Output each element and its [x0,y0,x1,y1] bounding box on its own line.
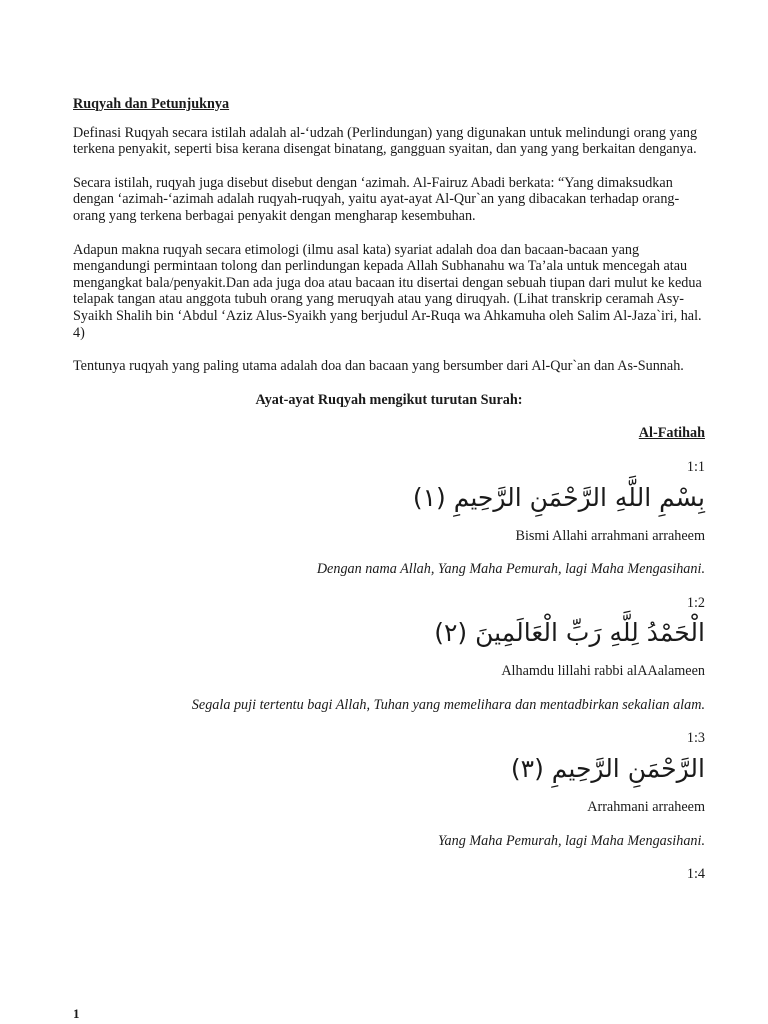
paragraph-definition: Definasi Ruqyah secara istilah adalah al-‘udzah (Perlindungan) yang digunakan untuk melindungi orang yang terkena penyakit, seperti bisa kerana disengat binatang, gangguan syaitan, dan yang yang berkaitan denganya. [73,124,698,158]
surah-name: Al-Fatihah [638,425,705,442]
next-verse-ref: 1:4 [686,866,705,883]
verse-arabic: الرَّحْمَنِ الرَّحِيمِ (٣) [510,754,705,784]
paragraph-azimah: Secara istilah, ruqyah juga disebut disebut dengan ‘azimah. Al-Fairuz Abadi berkata: “Yang dimaksudkan dengan ‘azimah-‘azimah adalah ruqyah-ruqyah, yaitu ayat-ayat Al-Qur`an yang dibacakan terhadap orang-orang yang terkena berbagai penyakit dengan mengharap kesembuhan. [73,174,680,224]
verse-transliteration: Arrahmani arraheem [587,799,705,816]
document-title: Ruqyah dan Petunjuknya [73,96,230,112]
verse-ref: 1:2 [686,594,705,611]
section-heading: Ayat-ayat Ruqyah mengikut turutan Surah: [255,391,523,408]
verse-translation: Yang Maha Pemurah, lagi Maha Mengasihani. [437,832,705,849]
verse-arabic: الْحَمْدُ لِلَّهِ رَبِّ الْعَالَمِينَ (٢) [434,618,705,648]
page-number: 1 [73,1006,80,1021]
verse-arabic: بِسْمِ اللَّهِ الرَّحْمَنِ الرَّحِيمِ (١) [412,482,705,512]
verse-translation: Dengan nama Allah, Yang Maha Pemurah, lagi Maha Mengasihani. [316,561,705,578]
verse-transliteration: Bismi Allahi arrahmani arraheem [515,527,705,544]
paragraph-conclusion: Tentunya ruqyah yang paling utama adalah doa dan bacaan yang bersumber dari Al-Qur`an dan As-Sunnah. [73,358,684,375]
document-page [73,96,705,883]
verse-transliteration: Alhamdu lillahi rabbi alAAalameen [501,663,705,680]
paragraph-etymology: Adapun makna ruqyah secara etimologi (ilmu asal kata) syariat adalah doa dan bacaan-bacaan yang mengandungi permintaan tolong dan perlindungan kepada Allah Subhanahu wa Ta’ala untuk mencegah atau mengangkat bala/penyakit.Dan ada juga doa atau bacaan itu disertai dengan sebuah tiupan dari mulut ke kedua telapak tangan atau anggota tubuh orang yang meruqyah atau yang diruqyah. (Lihat transkrip ceramah Asy-Syaikh Shalih bin ‘Abdul ‘Aziz Alus-Syaikh yang berjudul Ar-Ruqa wa Ahkamuha oleh Salim Al-Jaza`iri, hal. 4) [73,241,702,341]
verse-block [73,459,705,578]
verse-block [73,730,705,849]
verse-block [73,595,705,714]
verse-ref: 1:1 [686,458,705,475]
verse-ref: 1:3 [686,730,705,747]
verse-translation: Segala puji tertentu bagi Allah, Tuhan yang memelihara dan mentadbirkan sekalian alam. [191,696,705,713]
